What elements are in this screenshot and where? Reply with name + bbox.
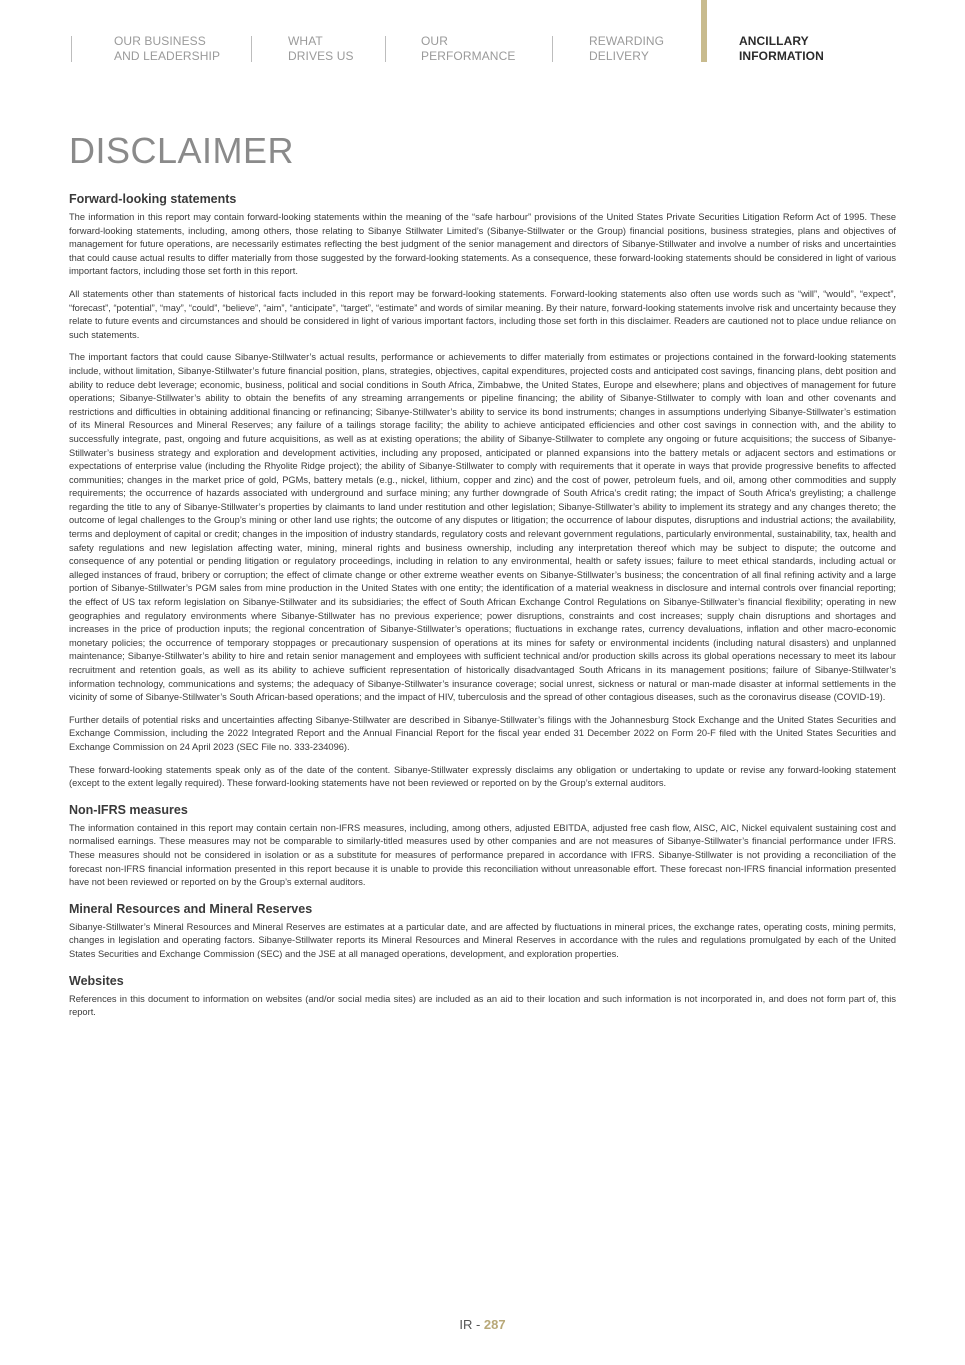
section-heading: Forward-looking statements (69, 192, 237, 206)
nav-label-line1: OUR BUSINESS (114, 34, 206, 48)
nav-item-rewarding-delivery[interactable] (589, 34, 664, 64)
nav-separator (385, 36, 386, 62)
section-mineral-resources (69, 902, 896, 962)
section-heading: Non-IFRS measures (69, 802, 188, 817)
nav-item-ancillary-information[interactable] (739, 34, 824, 64)
nav-label-line1: ANCILLARY (739, 34, 809, 48)
nav-label-line1: WHAT (288, 34, 323, 48)
nav-label-line2: DRIVES US (288, 49, 354, 63)
section-heading: Websites (69, 973, 124, 988)
section-non-ifrs (69, 803, 896, 890)
nav-label-line1: OUR (421, 34, 448, 48)
paragraph: The information in this report may contain forward-looking statements within the meaning of the “safe harbour” provisions of the United States Private Securities Litigation Reform Act of 1995. These forward-looking statements, including, among others, those relating to Sibanye Stillwater Limited’s (Sibanye-Stillwater or the Group) financial positions, business strategies, plans and objectives of management for future operations, are necessarily estimates reflecting the best judgment of the senior management and directors of Sibanye-Stillwater and involve a number of risks and uncertainties that could cause actual results to differ materially from those suggested by the forward-looking statements. As a consequence, these forward-looking statements should be considered in light of various important factors, including those set forth in this report. (69, 212, 896, 277)
nav-item-what-drives-us[interactable] (288, 34, 354, 64)
page-number: 287 (483, 1317, 506, 1332)
nav-separator (552, 36, 553, 62)
paragraph: References in this document to information on websites (and/or social media sites) are included as an aid to their location and such information is not incorporated in, and does not form part of, this report. (69, 993, 896, 1018)
nav-item-our-business[interactable] (114, 34, 220, 64)
nav-label-line2: INFORMATION (739, 49, 824, 63)
section-forward-looking (69, 192, 896, 791)
nav-separator (71, 36, 72, 62)
section-navigation (0, 0, 965, 80)
page-title: DISCLAIMER (69, 130, 295, 171)
paragraph: The important factors that could cause Sibanye-Stillwater’s actual results, performance or achievements to differ materially from estimates or projections contained in the forward-looking statements include, without limitation, Sibanye-Stillwater’s future financial position, plans, strategies, objectives, capital expenditures, projected costs and anticipated cost savings, financing plans, debt position and ability to reduce debt leverage; economic, business, political and social conditions in South Africa, Zimbabwe, the United States, Europe and elsewhere; plans and objectives of management for future operations; Sibanye-Stillwater’s ability to obtain the benefits of any streaming arrangements or pipeline financing; the ability of Sibanye-Stillwater to comply with loan and other covenants and restrictions and difficulties in obtaining additional financing or refinancing; Sibanye-Stillwater’s ability to service its bond instruments; changes in assumptions underlying Sibanye-Stillwater’s estimation of its Mineral Resources and Mineral Reserves; any failure of a tailings storage facility; the ability to achieve anticipated efficiencies and other cost savings in connection with, and the ability to successfully integrate, past, ongoing and future acquisitions, as well as at existing operations; the ability of Sibanye-Stillwater to complete any ongoing or future acquisitions; the success of Sibanye-Stillwater’s business strategy and exploration and development activities, including any proposed, anticipated or planned expansions into the battery metals or adjacent sectors and estimations or expectations of enterprise value (including the Rhyolite Ridge project); the ability of Sibanye-Stillwater to comply with requirements that it operate in ways that provide progressive benefits to affected communities; changes in the market price of gold, PGMs, battery metals (e.g., nickel, lithium, copper and zinc) and the cost of power, petroleum fuels, and oil, among other commodities and supply requirements; the occurrence of hazards associated with underground and surface mining; any further downgrade of South Africa’s credit rating; the impact of South Africa's greylisting; a challenge regarding the title to any of Sibanye-Stillwater’s properties by claimants to land under restitution and other legislation; Sibanye-Stillwater’s ability to implement its strategy and any changes thereto; the outcome of legal challenges to the Group’s mining or other land use rights; the outcome of any disputes or litigation; the occurrence of labour disputes, disruptions and industrial actions; the availability, terms and deployment of capital or credit; changes in the imposition of industry standards, regulatory costs and relevant government regulations, particularly environmental, sustainability, tax, health and safety regulations and new legislation affecting water, mining, mineral rights and business ownership, including any interpretation thereof which may be subject to dispute; the outcome and consequence of any potential or pending litigation or regulatory proceedings, including in relation to any environmental, health or safety issues; failure to meet ethical standards, including actual or alleged instances of fraud, bribery or corruption; the effect of climate change or other extreme weather events on Sibanye-Stillwater’s business; the concentration of all final refining activity and a large portion of Sibanye-Stillwater’s PGM sales from mine production in the United States with one entity; the identification of a material weakness in disclosure and internal controls over financial reporting; the effect of US tax reform legislation on Sibanye-Stillwater and its subsidiaries; the effect of South African Exchange Control Regulations on Sibanye-Stillwater’s financial flexibility; operating in new geographies and regulatory environments where Sibanye-Stillwater has no previous experience; power disruptions, constraints and cost increases; supply chain disruptions and shortages and increases in the price of production inputs; the regional concentration of Sibanye-Stillwater’s operations; fluctuations in exchange rates, currency devaluations, inflation and other macro-economic monetary policies; the occurrence of temporary stoppages or precautionary suspension of operations at its mines for safety or environmental incidents (including natural disasters) and unplanned maintenance; Sibanye-Stillwater’s ability to hire and retain senior management and employees with sufficient technical and/or production skills across its global operations necessary to meet its labour recruitment and retention goals, as well as its ability to achieve sufficient representation of historically disadvantaged South Africans in its management positions; failure of Sibanye-Stillwater’s information technology, communications and systems; the adequacy of Sibanye-Stillwater’s insurance coverage; social unrest, sickness or natural or man-made disaster at informal settlements in the vicinity of some of Sibanye-Stillwater’s South African-based operations; and the impact of HIV, tuberculosis and the spread of other contagious diseases, such as the coronavirus disease (COVID-19). (69, 352, 896, 703)
nav-label-line1: REWARDING (589, 34, 665, 48)
paragraph: These forward-looking statements speak only as of the date of the content. Sibanye-Stillwater expressly disclaims any obligation or undertaking to update or revise any forward-looking statement (except to the extent legally required). These forward-looking statements have not been reviewed or reported on by the Group’s external auditors. (69, 764, 896, 789)
section-websites (69, 974, 896, 1020)
nav-item-our-performance[interactable] (421, 34, 515, 64)
nav-separator (251, 36, 252, 62)
nav-label-line2: PERFORMANCE (421, 49, 516, 63)
nav-label-line2: AND LEADERSHIP (114, 49, 221, 63)
paragraph: All statements other than statements of historical facts included in this report may be forward-looking statements. Forward-looking statements also often use words such as “will”, “would”, “expect”, “forecast”, “potential”, “may”, “could”, “believe”, “aim”, “anticipate”, “target”, “estimate” and words of similar meaning. By their nature, forward-looking statements involve risk and uncertainty because they relate to future events and circumstances and should be considered in light of various important factors, including those set forth in this disclaimer. Readers are cautioned not to place undue reliance on such statements. (69, 288, 896, 340)
paragraph: Further details of potential risks and uncertainties affecting Sibanye-Stillwater are described in Sibanye-Stillwater’s filings with the Johannesburg Stock Exchange and the United States Securities and Exchange Commission, including the 2022 Integrated Report and the Annual Financial Report for the fiscal year ended 31 December 2022 on Form 20-F filed with the United States Securities and Exchange Commission on 24 April 2023 (SEC File no. 333-234096). (69, 714, 896, 752)
paragraph: The information contained in this report may contain certain non-IFRS measures, including, among others, adjusted EBITDA, adjusted free cash flow, AISC, AIC, Nickel equivalent sustaining cost and normalised earnings. These measures may not be comparable to similarly-titled measures used by other companies and are not measures of Sibanye-Stillwater’s financial performance under IFRS. These measures should not be considered in isolation or as a substitute for measures of performance prepared in accordance with IFRS. Sibanye-Stillwater is not providing a reconciliation of the forecast non-IFRS financial information presented in this report because it is unable to provide this reconciliation without unreasonable effort. These forecast non-IFRS financial information presented have not been reviewed or reported on by the Group’s external auditors. (69, 822, 896, 888)
page-footer (0, 1317, 965, 1332)
nav-label-line2: DELIVERY (589, 49, 649, 63)
paragraph: Sibanye-Stillwater’s Mineral Resources and Mineral Reserves are estimates at a particular date, and are affected by fluctuations in mineral prices, the exchange rates, operating costs, mining permits, changes in legislation and operating factors. Sibanye-Stillwater reports its Mineral Resources and Mineral Reserves in accordance with the rules and regulations promulgated by each of the United States Securities and Exchange Commission (SEC) and the JSE at all managed operations, development, and exploration properties. (69, 921, 896, 959)
section-heading: Mineral Resources and Mineral Reserves (69, 901, 313, 916)
active-section-indicator (701, 0, 707, 62)
footer-prefix: IR - (459, 1317, 484, 1332)
disclaimer-content (69, 192, 896, 1032)
